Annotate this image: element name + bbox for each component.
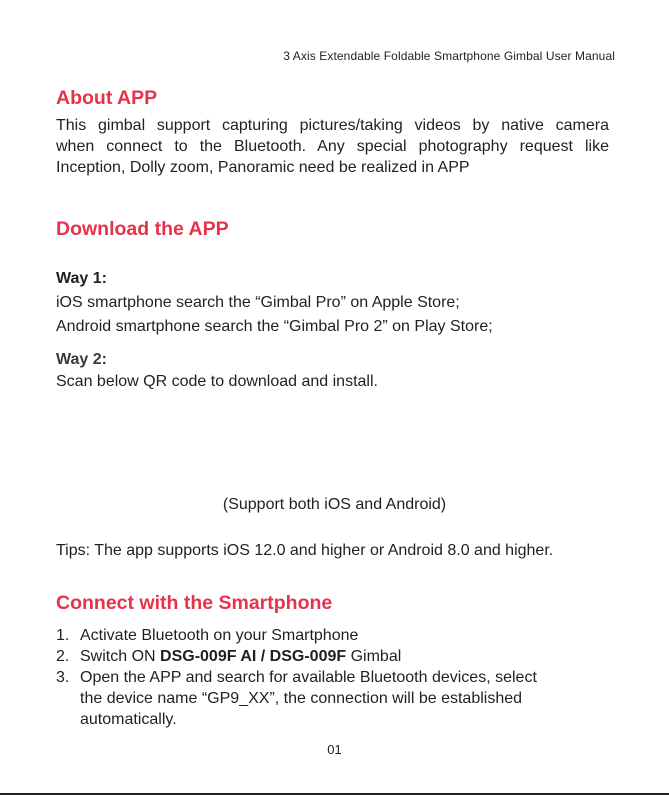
model-name: DSG-009F AI / DSG-009F — [160, 648, 347, 665]
download-app-heading: Download the APP — [56, 218, 229, 240]
page-number: 01 — [327, 742, 342, 757]
step-number: 3. — [56, 669, 70, 686]
about-line-1: This gimbal support capturing pictures/taking videos by native camera — [56, 117, 609, 134]
connect-step-1 — [56, 625, 616, 646]
connect-step-2 — [56, 646, 616, 667]
tips-text: Tips: The app supports iOS 12.0 and higher or Android 8.0 and higher. — [56, 542, 554, 559]
about-line-2: when connect to the Bluetooth. Any special photography request like — [56, 138, 609, 155]
step-text-pre: Switch ON — [80, 648, 161, 665]
step-number: 1. — [56, 627, 70, 644]
about-line-3: Inception, Dolly zoom, Panoramic need be realized in APP — [56, 159, 470, 176]
step-3-line-3: automatically. — [80, 711, 177, 728]
step-text-post: Gimbal — [346, 648, 402, 665]
connect-steps — [56, 625, 616, 730]
way-1-android-line: Android smartphone search the “Gimbal Pro 2” on Play Store; — [56, 318, 493, 335]
running-header: 3 Axis Extendable Foldable Smartphone Gimbal User Manual — [283, 49, 615, 63]
way-2-label: Way 2: — [56, 351, 107, 368]
about-app-heading: About APP — [56, 87, 158, 109]
about-app-body — [56, 115, 609, 178]
step-3-line-2: the device name “GP9_XX”, the connection will be established — [80, 690, 523, 707]
step-number: 2. — [56, 648, 70, 665]
qr-caption: (Support both iOS and Android) — [222, 496, 447, 513]
way-1-ios-line: iOS smartphone search the “Gimbal Pro” on Apple Store; — [56, 294, 460, 311]
connect-heading: Connect with the Smartphone — [56, 592, 333, 614]
way-1-label: Way 1: — [56, 270, 107, 287]
step-3-line-1: Open the APP and search for available Bluetooth devices, select — [80, 669, 537, 686]
way-2-body: Scan below QR code to download and install. — [56, 373, 378, 390]
way-1-body — [56, 291, 609, 339]
connect-step-3 — [56, 667, 616, 730]
step-text: Activate Bluetooth on your Smartphone — [80, 627, 359, 644]
